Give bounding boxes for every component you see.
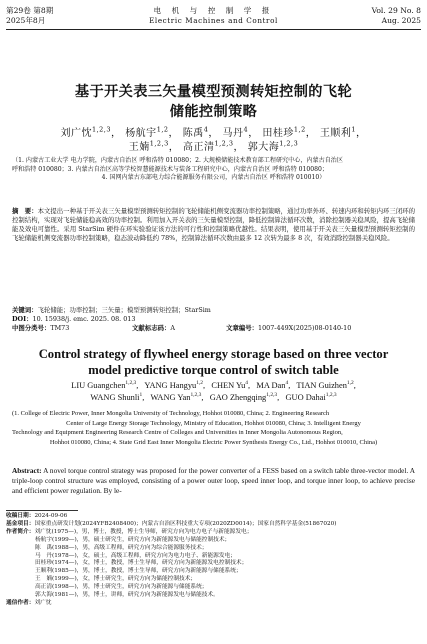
authors-en (12, 380, 415, 404)
footnote-rule (6, 510, 78, 511)
header-rule (6, 29, 421, 30)
author-zh: 刘广忱 (60, 128, 92, 139)
clc (12, 324, 130, 333)
authors-en-line-1: LIU Guangchen$^{1,2,3}$, YANG Hangyu$^{1,2}$, CHEN Yu$^4$, MA Dan$^4$, TIAN Guizhen$^{1,2}$, (71, 380, 356, 390)
volume-zh: 第29卷 第8期 (6, 6, 54, 15)
footnote-bio: 马 丹(1978—)，女，硕士，高级工程师，研究方向为电力电子、新能源发电； (35, 552, 236, 559)
title-zh (12, 82, 415, 122)
footnote-bio (6, 529, 421, 537)
author-affil-sup: 1 (351, 125, 357, 134)
author-affil-sup: 1,2 (346, 380, 354, 387)
author-affil-sup: 1,2,3 (125, 380, 137, 387)
author-affil-sup: 1,2 (293, 125, 306, 134)
author-affil-sup: 1,2 (196, 380, 204, 387)
author-en: GUO Dahai (285, 393, 326, 402)
affiliations-en (12, 409, 415, 447)
date-zh: 2025年8月 (6, 16, 46, 25)
author-zh: 王顺利 (319, 128, 352, 139)
abstract-en-label: Abstract: (12, 466, 42, 475)
author-zh: 高正清 (182, 142, 215, 153)
affiliation-en-line: Hohhot 010080, China; 4. State Grid East Inner Mongolia Electric Power Synthesis Energy Co., Ltd., Hohhot 010010, China) (49, 438, 378, 446)
article-no-value: 1007-449X(2025)08-0140-10 (258, 324, 352, 332)
author-en: YANG Hangyu (144, 381, 197, 390)
doc-code-value: A (170, 324, 176, 332)
doi-line (12, 315, 415, 324)
abstract-zh-label: 摘 要： (12, 207, 38, 215)
abstract-zh-text: 本文提出一种基于开关表三矢量模型预测转矩控制的飞轮储能机侧变流器功率控制策略，通过功率外环、转速内环和转矩内环三闭环的控制结构，实现对飞轮储能稳高效的功率控制。利用加入开关表的三矢量模型控制，降低控制算法循环次数，消除控制器关稳风险，提高飞轮储能及效电可靠性。采用 StarSim 硬件在环实验验证该方法的可行性和控制策略优越性。结果表明，使用基于开关表三矢量模型预测转矩控制的飞轮储能机侧变流器功率控制策略，稳态波动降低约 78%，控制算法循环次数由最多 12 次转为最多 8 次，有效消除控制器关稳风险。 (12, 207, 416, 242)
footnote-received (6, 513, 421, 521)
footnote-bio: 杨航宇(1999—)，男，硕士研究生，研究方向为新能源发电与储能控制技术； (35, 536, 231, 543)
doc-code-label: 文献标志码： (132, 324, 171, 332)
date-en: Aug. 2025 (381, 16, 421, 25)
abstract-zh (12, 207, 415, 243)
title-zh-line-2: 储能控制策略 (169, 104, 258, 120)
author-zh: 郭大海 (247, 142, 280, 153)
authors-zh-line-2: 王婻$^{1,2,3}$， 高正清$^{1,2,3}$， 郭大海$^{1,2,3}$ (128, 139, 299, 153)
author-en: CHEN Yu (211, 381, 246, 390)
footnote-label: 作者简介： (6, 528, 35, 535)
title-en-line-1: Control strategy of flywheel energy storage based on three vector (38, 347, 389, 361)
author-affil-sup: 1,2,3 (266, 392, 278, 399)
title-en-line-2: model predictive torque control of switch table (88, 363, 339, 377)
footnote-text: 2024-09-06 (34, 513, 68, 519)
author-affil-sup: 4 (285, 380, 289, 387)
abstract-en (12, 466, 415, 497)
author-en: GAO Zhengqing (209, 393, 267, 402)
author-affil-sup: 1,2,3 (91, 125, 111, 134)
footnote-label: 收稿日期： (6, 513, 35, 519)
author-affil-sup: 1,2,3 (214, 139, 234, 148)
affiliation-zh-line: （1. 内蒙古工业大学 电力学院，内蒙古自治区 呼和浩特 010080；2. 大规模储能技术教育部工程研究中心，内蒙古自治区 (12, 157, 343, 164)
keywords-zh (12, 306, 415, 315)
author-en: WANG Shunli (90, 393, 140, 402)
footnote-label: 基金项目： (6, 520, 35, 527)
footnote-text: 刘广忱 (34, 599, 52, 606)
author-affil-sup: 1,2,3 (325, 392, 337, 399)
volume-en: Vol. 29 No. 8 (371, 6, 421, 15)
affiliation-zh-line: 呼和浩特 010080；3. 内蒙古自治区高等学校智慧能源技术与装备工程研究中心，内蒙古自治区 呼和浩特 010080； (12, 165, 329, 173)
affiliations-zh (12, 157, 415, 183)
author-zh: 陈禹 (182, 128, 204, 139)
affiliation-zh-line: 4. 国网内蒙古东部电力综合能源服务有限公司，内蒙古自治区 呼和浩特 010010） (101, 174, 326, 182)
footnote-bio: 陈 禹(1988—)，男，高级工程师，研究方向为综合能源服务技术； (35, 544, 208, 551)
doi-value: 10. 15938/j. emc. 2025. 08. 013 (32, 315, 136, 323)
footnote-bio: 王 婻(1999—)，女，博士研究生，研究方向为储能控制技术； (35, 576, 197, 583)
footnote-text: 刘广忱(1975—)，男，博士，教授，博士生导师，研究方向为电力电子与新能源发电； (34, 528, 253, 535)
author-zh: 马丹 (222, 128, 244, 139)
author-affil-sup: 4 (203, 125, 209, 134)
author-affil-sup: 1,2,3 (149, 139, 169, 148)
footnote-bio: 郭大海(1981—)，男，博士，讲师，研究方向为新能源发电与储能技术。 (35, 592, 219, 599)
author-affil-sup: 4 (243, 125, 249, 134)
author-affil-sup: 1,2,3 (190, 392, 202, 399)
title-zh-line-1: 基于开关表三矢量模型预测转矩控制的飞轮 (74, 84, 353, 100)
author-zh: 田桂珍 (262, 128, 294, 139)
journal-name-zh: 电 机 与 控 制 学 报 (153, 6, 274, 15)
affiliation-en-line: Technology and Equipment Engineering Research Centre of Colleges and Universities in Inner Mongolia Autonomous Region, (12, 429, 343, 436)
footnote-bio: 田桂珍(1974—)，女，博士，教授，博士生导师，研究方向为新能源发电控制技术； (35, 560, 248, 567)
author-en: TIAN Guizhen (296, 381, 347, 390)
keywords-zh-text: 飞轮储能；功率控制；三矢量；模型预测转矩控制；StarSim (37, 306, 211, 314)
abstract-en-text: A novel torque control strategy was proposed for the power converter of a FESS based on a switch table three-vector model. A triple-loop control structure was employed, consisting of a power outer loop, speed inner loop, and torque inner loop, to achieve precise and efficient power regulation. By le- (12, 466, 415, 496)
doi-label: DOI： (12, 315, 33, 323)
article-meta (12, 306, 415, 333)
author-zh: 杨航宇 (125, 128, 157, 139)
authors-zh-line-1: 刘广忱$^{1,2,3}$， 杨航宇$^{1,2}$， 陈禹$^4$， 马丹$^4$， 田桂珍$^{1,2}$， 王顺利$^1$， (60, 125, 367, 139)
journal-name-en: Electric Machines and Control (149, 16, 278, 25)
clc-value: TM73 (50, 324, 70, 332)
footnote-corresponding (6, 600, 421, 608)
header-right (372, 6, 421, 26)
authors-en-line-2: WANG Shunli$^1$, WANG Yan$^{1,2,3}$, GAO Zhengqing$^{1,2,3}$, GUO Dahai$^{1,2,3}$ (90, 392, 337, 402)
affiliation-en-line: (1. College of Electric Power, Inner Mongolia University of Technology, Hohhot 010080, China; 2. Engineering Research (12, 410, 330, 417)
footnote-funding (6, 521, 421, 529)
classification-line (12, 324, 415, 333)
affiliation-en-line: Center of Large Energy Storage Technology, Ministry of Education, Hohhot 010080, China; 3. Intelligent Energy (66, 419, 361, 427)
article-no-label: 文章编号： (226, 324, 259, 332)
article-no (226, 324, 351, 333)
authors-zh (12, 127, 415, 155)
author-affil-sup: 1,2 (156, 125, 169, 134)
author-affil-sup: 1,2,3 (279, 139, 299, 148)
footnote-label: 通信作者： (6, 599, 35, 606)
author-en: LIU Guangchen (71, 381, 126, 390)
doc-code (132, 324, 224, 333)
author-affil-sup: 4 (245, 380, 248, 387)
author-en: MA Dan (256, 381, 286, 390)
title-en (12, 346, 415, 378)
footnote-bio: 王顺利(1985—)，男，博士，教授，博士生导师，研究方向为新能源与储能系统； (35, 568, 242, 575)
clc-label: 中图分类号： (12, 324, 51, 332)
author-zh: 王婻 (128, 142, 150, 153)
keywords-zh-label: 关键词： (12, 306, 38, 314)
header-center (6, 6, 421, 26)
author-affil-sup: 1 (139, 392, 143, 399)
author-en: WANG Yan (150, 393, 191, 402)
footnotes (6, 513, 421, 608)
footnote-bio: 高正清(1998—)，男，博士研究生，研究方向为新能源与储能系统； (35, 584, 208, 591)
footnote-text: 国家重点研发计划(2024YFB2408400)；内蒙古自治区科技重大专项(2020ZD0014)；国家自然科学基金(51867020) (34, 520, 337, 527)
